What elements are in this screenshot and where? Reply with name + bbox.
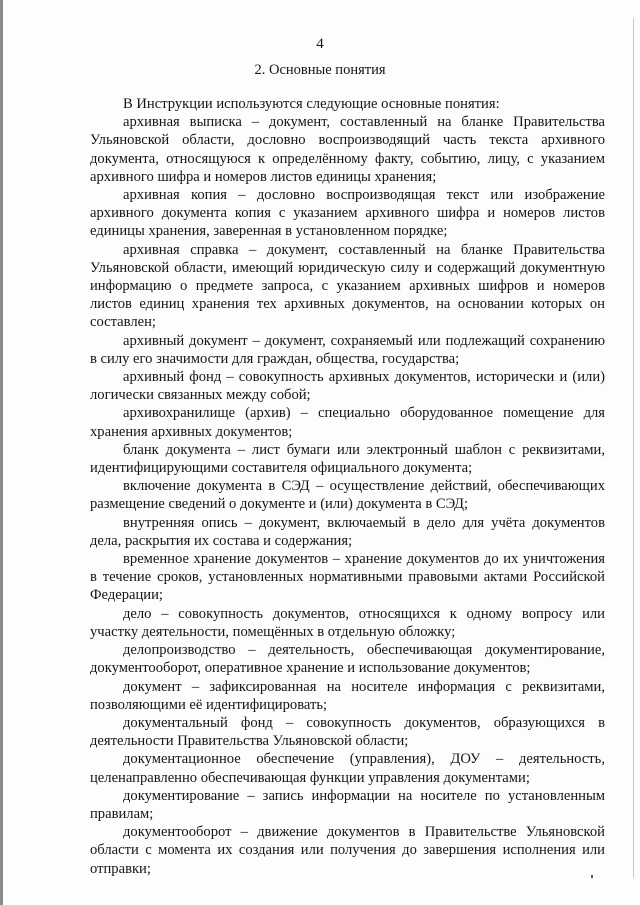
definition-paragraph: архивохранилище (архив) – специально оборудованное помещение для хранения архивных документов; xyxy=(90,405,605,440)
definition-paragraph: архивная выписка – документ, составленный на бланке Правительства Ульяновской области, дословно воспроизводящий часть текста архивного документа, относящуюся к определённому факту, событию, лицу, с указанием архивного шифра и номеров листов единицы хранения; xyxy=(90,114,605,185)
definition-paragraph: архивный фонд – совокупность архивных документов, исторически и (или) логически связанных между собой; xyxy=(90,369,605,404)
scan-left-edge xyxy=(0,0,3,905)
scan-right-edge xyxy=(633,18,634,878)
definition-paragraph: делопроизводство – деятельность, обеспечивающая документирование, документооборот, оперативное хранение и использование документов; xyxy=(90,642,605,677)
intro-paragraph: В Инструкции используются следующие основные понятия: xyxy=(123,96,500,112)
body-text xyxy=(90,95,605,878)
section-title: 2. Основные понятия xyxy=(254,62,386,78)
definition-paragraph: документационное обеспечение (управления), ДОУ – деятельность, целенаправленно обеспечивающая функции управления документами; xyxy=(90,751,605,786)
definition-paragraph: документооборот – движение документов в Правительстве Ульяновской области с момента их создания или получения до завершения исполнения или отправки; xyxy=(90,824,605,877)
definition-paragraph: включение документа в СЭД – осуществление действий, обеспечивающих размещение сведений о документе и (или) документа в СЭД; xyxy=(90,478,605,513)
definition-paragraph: внутренняя опись – документ, включаемый в дело для учёта документов дела, раскрытия их состава и содержания; xyxy=(90,514,605,549)
definition-paragraph: документ – зафиксированная на носителе информация с реквизитами, позволяющими её идентифицировать; xyxy=(90,678,605,713)
definition-paragraph: архивная справка – документ, составленный на бланке Правительства Ульяновской области, имеющий юридическую силу и содержащий документную информацию о предмете запроса, с указанием архивных шифров и номеров листов единиц хранения тех архивных документов, на основании которых он составлен; xyxy=(90,241,605,331)
definition-paragraph: архивный документ – документ, сохраняемый или подлежащий сохранению в силу его значимости для граждан, общества, государства; xyxy=(90,332,605,367)
definition-paragraph: документирование – запись информации на носителе по установленным правилам; xyxy=(90,787,605,822)
definition-paragraph: дело – совокупность документов, относящихся к одному вопросу или участку деятельности, помещённых в отдельную обложку; xyxy=(90,605,605,640)
page-number: 4 xyxy=(316,36,324,52)
definition-paragraph: временное хранение документов – хранение документов до их уничтожения в течение сроков, установленных нормативными правовыми актами Российской Федерации; xyxy=(90,551,605,604)
definition-paragraph: бланк документа – лист бумаги или электронный шаблон с реквизитами, идентифицирующими составителя официального документа; xyxy=(90,441,605,477)
definition-paragraph: архивная копия – дословно воспроизводящая текст или изображение архивного документа копия с указанием архивного шифра и номеров листов единицы хранения, заверенная в установленном порядке; xyxy=(90,187,605,240)
scan-speck xyxy=(591,875,593,878)
definition-paragraph: документальный фонд – совокупность документов, образующихся в деятельности Правительства Ульяновской области; xyxy=(90,714,605,750)
